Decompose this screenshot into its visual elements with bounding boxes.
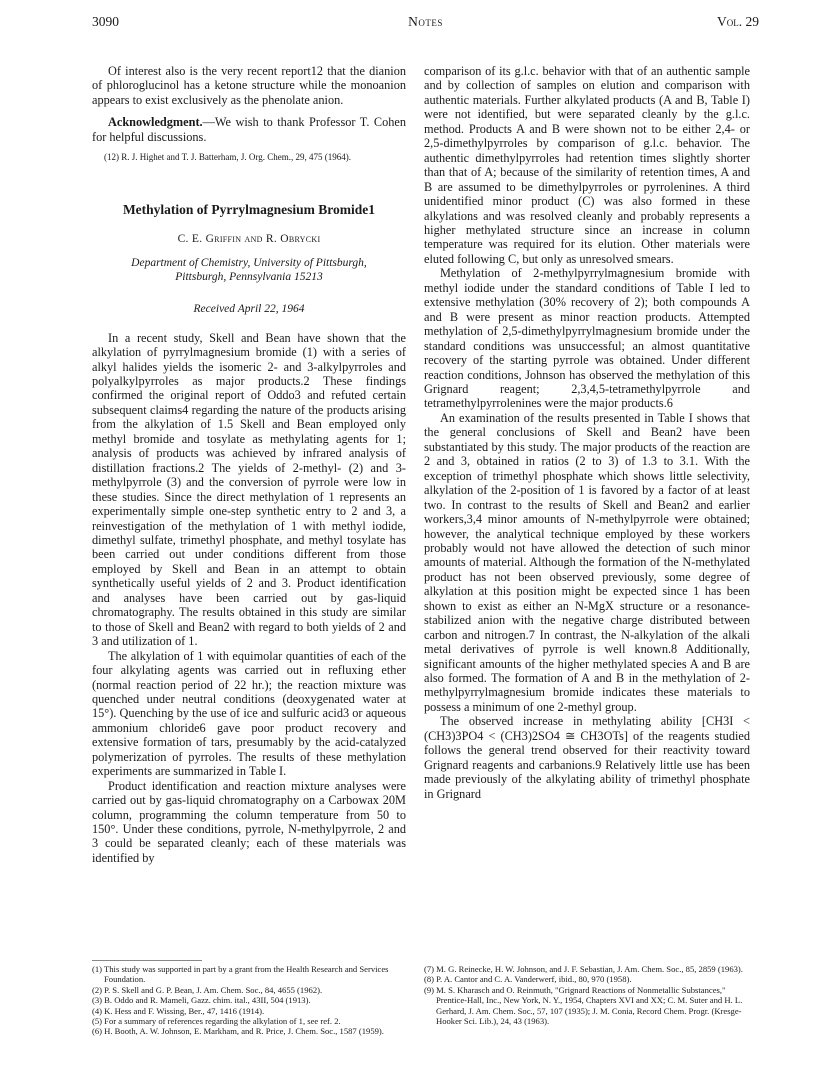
footnotes-right: [424, 964, 750, 1026]
footnote: (3) B. Oddo and R. Mameli, Gazz. chim. ital., 43II, 504 (1913).: [92, 995, 311, 1006]
acknowledgment: [92, 115, 406, 144]
running-header: [92, 14, 759, 34]
article-title: Methylation of Pyrrylmagnesium Bromide1: [122, 202, 376, 218]
affiliation-line-2: Pittsburgh, Pennsylvania 15213: [175, 271, 323, 284]
affiliation-line-1: Department of Chemistry, University of Pittsburgh,: [131, 257, 367, 270]
footnote: (2) P. S. Skell and G. P. Bean, J. Am. Chem. Soc., 84, 4655 (1962).: [92, 984, 323, 995]
footnotes-left: [92, 964, 406, 1037]
journal-section: Notes: [408, 14, 443, 29]
footnote: (5) For a summary of references regarding the alkylation of 1, see ref. 2.: [92, 1016, 341, 1027]
received-date: Received April 22, 1964: [193, 303, 305, 316]
footnote: (1) This study was supported in part by a grant from the Health Research and Services Foundation.: [92, 964, 389, 985]
body-paragraph: Methylation of 2-methylpyrrylmagnesium bromide with methyl iodide under the standard conditions of Table I led to extensive methylation (30% recovery of 2); both compounds A and B were present as minor reaction products. Attempted methylation of 2,5-dimethylpyrrylmagnesium bromide under the standard conditions was unsuccessful; an almost quantitative recovery of the starting pyrrole was obtained. Under different reaction conditions, Johnson has observed the methylation of this Grignard reagent; 2,3,4,5-tetramethylpyrrole and tetramethylpyrrolenines were the major products.6: [424, 266, 750, 411]
ack-heading: Acknowledgment.: [108, 115, 203, 130]
affiliation: [92, 256, 406, 284]
body-paragraph: Product identification and reaction mixture analyses were carried out by gas-liquid chromatography on a Carbowax 20M column, programming the column temperature from 50 to 150°. Under these conditions, pyrrole, N-methylpyrrole, 2 and 3 could be separated cleanly; each of these materials was identified by: [92, 778, 406, 865]
right-column: [424, 64, 750, 801]
footnote-rule: [92, 960, 202, 961]
footnote: (4) K. Hess and F. Wissing, Ber., 47, 1416 (1914).: [92, 1005, 265, 1016]
footnote: (9) M. S. Kharasch and O. Reinmuth, "Grignard Reactions of Nonmetallic Substances," Prentice-Hall, Inc., New York, N. Y., 1954, Chapters XVI and XX; C. M. Suter and H. L. Gerhard, J. Am. Chem. Soc., 57, 107 (1935); J. M. Conia, Record Chem. Progr. (Kresge-Hooker Sci. Lib.), 24, 43 (1963).: [424, 984, 743, 1027]
authors: C. E. Griffin and R. Obrycki: [177, 232, 321, 245]
footnote: (7) M. G. Reinecke, H. W. Johnson, and J. F. Sebastian, J. Am. Chem. Soc., 85, 2859 (1963).: [424, 964, 743, 974]
footnote: (6) H. Booth, A. W. Johnson, E. Markham, and R. Price, J. Chem. Soc., 1587 (1959).: [92, 1026, 384, 1037]
ack-text: —We wish to thank Professor T. Cohen for helpful discussions.: [92, 115, 406, 144]
body-paragraph: comparison of its g.l.c. behavior with that of an authentic sample and by collection of samples on elution and comparison with authentic materials. Further alkylated products (A and B, Table I) were not identified, but were separated cleanly by the g.l.c. method. Products A and B were shown not to be either 2,4- or 2,5-dimethylpyrroles by comparison of g.l.c. behavior. The authentic dimethylpyrroles had retention times slightly shorter than that of A; because of the similarity of retention times, A and B are assumed to be dimethylpyrroles or pyrrolenines. A third unidentified minor product (C) was also formed in these alkylations and was resolved cleanly and probably represents a higher methylated structure since an increase in column temperature was required for its elution. Other materials were eluted following C, but only as unresolved smears.: [424, 64, 750, 266]
footnote: (8) P. A. Cantor and C. A. Vanderwerf, ibid., 80, 970 (1958).: [424, 974, 632, 985]
footnote-12: (12) R. J. Highet and T. J. Batterham, J. Org. Chem., 29, 475 (1964).: [104, 152, 351, 163]
body-paragraph: The alkylation of 1 with equimolar quantities of each of the four alkylating agents was carried out in refluxing ether (normal reaction period of 22 hr.); the reaction mixture was quenched under neutral conditions (deoxygenated water at 15°). Quenching by the use of ice and sulfuric acid3 or aqueous ammonium chloride6 gave poor product recovery and extensive formation of tars, presumably by the acid-catalyzed polymerization of pyrroles. The results of these methylation experiments are summarized in Table I.: [92, 648, 406, 779]
intro-paragraph: Of interest also is the very recent report12 that the dianion of phloroglucinol has a ketone structure while the monoanion appears to exist exclusively as the phenolate anion.: [92, 64, 406, 107]
body-paragraph: In a recent study, Skell and Bean have shown that the alkylation of pyrrylmagnesium bromide (1) with a series of alkyl halides yields the isomeric 2- and 3-alkylpyrroles and polyalkylpyrroles as major products.2 These findings confirmed the original report of Oddo3 and refuted certain subsequent claims4 regarding the nature of the products arising from the alkylation of 1.5 Skell and Bean employed only methyl bromide and tosylate as methylating agents for 1; analysis of products was achieved by infrared analysis of distillation fractions.2 The yields of 2-methyl- (2) and 3-methylpyrrole (3) and the conversion of pyrrole were low in these studies. Since the direct methylation of 1 represents an experimentally simple one-step synthetic entry to 2 and 3, a reinvestigation of the methylation of 1 with methyl iodide, dimethyl sulfate, trimethyl phosphate, and methyl tosylate has been carried out under conditions different from those employed by Skell and Bean in an attempt to obtain synthetically useful yields of 2 and 3. Product identification and analyses have been carried out by gas-liquid chromatography. The results obtained in this study are similar to those of Skell and Bean2 with regard to both yields of 2 and 3 and utilization of 1.: [92, 330, 406, 649]
body-paragraph: The observed increase in methylating ability [CH3I < (CH3)3PO4 < (CH3)2SO4 ≅ CH3OTs] of the reagents studied follows the general trend observed for their reactivity toward Grignard reagents and carbanions.9 Relatively little use has been made previously of the alkylating ability of trimethyl phosphate in Grignard: [424, 714, 750, 801]
left-column: [92, 64, 406, 865]
page-number: 3090: [92, 14, 119, 29]
volume-label: Vol. 29: [717, 14, 759, 29]
body-paragraph: An examination of the results presented in Table I shows that the general conclusions of Skell and Bean2 have been substantiated by this study. The major products of the reaction are 2 and 3, obtained in ratios (2 to 3) of 1.3 to 3.1. With the exception of trimethyl phosphate which shows little selectivity, alkylation of the 2-position of 1 is favored by a factor of at least two. In contrast to the results of Skell and Bean2 and earlier workers,3,4 minor amounts of N-methylpyrrole were obtained; however, the analytical technique employed by these workers probably would not have allowed the detection of such minor amounts of material. Although the formation of the N-methylated product has not been observed previously, some degree of alkylation at this position might be expected since 1 has been shown to exist as either an N-MgX structure or a resonance-stabilized anion with the negative charge distributed between carbon and nitrogen.7 In contrast, the N-alkylation of the alkali metal derivatives of pyrrole is well known.8 Additionally, significant amounts of the higher methylated species A and B are also formed. The formation of A and B in the methylation of 2-methylpyrrylmagnesium bromide indicates these materials to possess a minimum of one 2-methyl group.: [424, 410, 750, 714]
